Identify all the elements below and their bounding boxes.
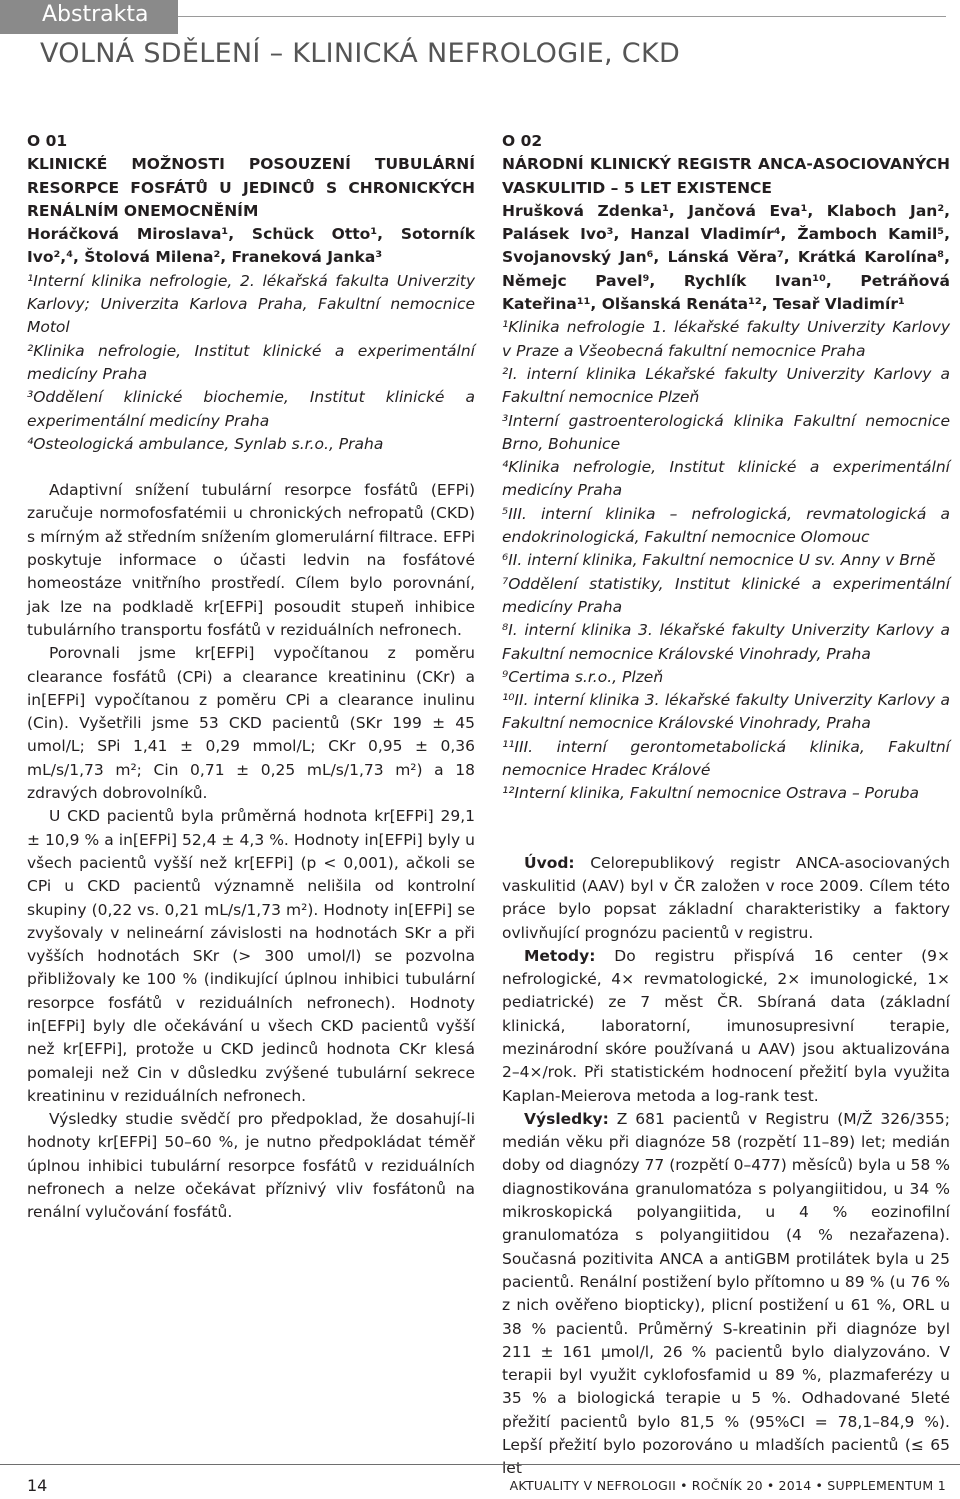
abstract-paragraph [502,852,950,945]
abstract-title: KLINICKÉ MOŽNOSTI POSOUZENÍ TUBULÁRNÍ RESORPCE FOSFÁTŮ U JEDINCŮ S CHRONICKÝCH RENÁLNÍM ONEMOCNĚNÍM [27,155,475,220]
affiliation: ⁸I. interní klinika 3. lékařské fakulty Univerzity Karlovy a Fakultní nemocnice Královské Vinohrady, Praha [502,621,950,663]
abstract-authors: Hrušková Zdenka¹, Jančová Eva¹, Klaboch Jan², Palásek Ivo³, Hanzal Vladimír⁴, Žamboch Kamil⁵, Svojanovský Jan⁶, Lánská Věra⁷, Krátká Karolína⁸, Němejc Pavel⁹, Rychlík Ivan¹⁰, Petráňová Kateřina¹¹, Olšanská Renáta¹², Tesař Vladimír¹ [502,201,950,314]
abstract-code: O 01 [27,132,68,150]
affiliation: ⁵III. interní klinika – nefrologická, revmatologická a endokrinologická, Fakultní nemocnice Olomouc [502,504,950,547]
paragraph-text: Z 681 pacientů v Registru (M/Ž 326/355; medián věku při diagnóze 58 (rozpětí 11–89) let; medián doby od diagnózy 77 (rozpětí 0–477) měsíců) byla u 58 % diagnostikována granulomatóza s polyangiitidou, u 34 % mikroskopická polyangiitida, u 4 % eozinofilní granulomatóza s polyangiitidou (4 % nezařazena). Současná pozitivita ANCA a antiGBM protilátek byla u 25 pacientů. Renální postižení bylo přítomno u 89 % (u 76 % z nich ověřeno biopticky), plicní postižení u 61 %, ORL u 38 % pacientů. Průměrný S-kreatinin při diagnóze byl 211 ± 161 μmol/l, 26 % pacientů bylo dialyzováno. V terapii byl využit cyklofosfamid u 89 %, plazmaferézy u 35 % a biologická terapie u 5 %. Odhadované 5leté přežití pacientů bylo 81,5 % (95%CI = 78,1–84,9 %). Lepší přežití bylo pozorováno u mladších pacientů (≤ 65 let [502,1109,950,1478]
section-tab: Abstrakta [0,0,178,34]
abstract-title: NÁRODNÍ KLINICKÝ REGISTR ANCA-ASOCIOVANÝCH VASKULITID – 5 LET EXISTENCE [502,155,950,197]
abstract-paragraph: U CKD pacientů byla průměrná hodnota kr[EFPi] 29,1 ± 10,9 % a in[EFPi] 52,4 ± 4,3 %. Hodnoty in[EFPi] byly u všech pacientů vyšší než kr[EFPi] (p < 0,001), ačkoli se CPi u CKD pacientů významně nelišila od kontrolní skupiny (0,22 vs. 0,21 mL/s/1,73 m²). Hodnoty in[EFPi] se zvyšovaly v nelineární závislosti na hodnotách SKr a při vyšších hodnotách SKr (> 300 umol/l) se pozvolna přibližovaly ke 100 % (indikující úplnou inhibici tubulární resorpce fosfátů v reziduálních nefronech). Hodnoty in[EFPi] byly dle očekávání u všech CKD pacientů vyšší než kr[EFPi], protože u CKD jedinců hodnota CKr klesá pomaleji než Cin v důsledku zvýšené tubulární sekrece kreatininu v reziduálních nefronech. [27,807,475,1105]
footer-rule [0,1464,960,1465]
abstract-paragraph [502,945,950,1108]
affiliation: ⁴Klinika nefrologie, Institut klinické a experimentální medicíny Praha [502,458,950,500]
header-rule [178,16,946,17]
paragraph-lead: Metody: [524,946,596,965]
abstract-o01 [27,130,475,1225]
affiliation: ³Oddělení klinické biochemie, Institut klinické a experimentální medicíny Praha [27,388,475,430]
paragraph-text: Do registru přispívá 16 center (9× nefrologické, 4× revmatologické, 2× imunologické, 1× pediatrické) ze 7 měst ČR. Sbíraná data (základní klinická, laboratorní, imunosupresivní terapie, mezinárodní skóre používaná u AAV) jsou aktualizována 2–4×/rok. Při statistickém hodnocení přežití byla využita Kaplan-Meierova metoda a log-rank test. [502,946,950,1105]
page-number: 14 [27,1476,48,1495]
affiliation: ⁷Oddělení statistiky, Institut klinické a experimentální medicíny Praha [502,574,950,616]
abstract-o02 [502,130,950,1481]
paragraph-text: Celorepublikový registr ANCA-asociovaných vaskulitid (AAV) byl v ČR založen v roce 2009. Cílem této práce bylo popsat základní charakteristiky a faktory ovlivňující prognózu pacientů v registru. [502,853,950,942]
paragraph-lead: Výsledky: [524,1109,609,1128]
journal-issue: ROČNÍK 20 [691,1478,763,1493]
affiliation: ¹⁰II. interní klinika 3. lékařské fakulty Univerzity Karlovy a Fakultní nemocnice Královské Vinohrady, Praha [502,691,950,733]
paragraph-lead: Úvod: [524,853,575,872]
affiliation: ³Interní gastroenterologická klinika Fakultní nemocnice Brno, Bohunice [502,411,950,453]
abstract-code: O 02 [502,132,543,150]
affiliation: ¹¹III. interní gerontometabolická klinika, Fakultní nemocnice Hradec Králové [502,737,950,780]
journal-footer: AKTUALITY V NEFROLOGII • ROČNÍK 20 • 2014 • SUPPLEMENTUM 1 [509,1478,946,1493]
affiliation: ²Klinika nefrologie, Institut klinické a experimentální medicíny Praha [27,341,475,383]
affiliation: ⁶II. interní klinika, Fakultní nemocnice U sv. Anny v Brně [502,551,936,570]
affiliation: ¹Interní klinika nefrologie, 2. lékařská fakulta Univerzity Karlovy; Univerzita Karlova Praha, Fakultní nemocnice Motol [27,271,475,337]
affiliation: ⁴Osteologická ambulance, Synlab s.r.o., Praha [27,434,384,453]
affiliation: ⁹Certima s.r.o., Plzeň [502,667,664,686]
abstract-paragraph: Adaptivní snížení tubulární resorpce fosfátů (EFPi) zaručuje normofosfatémii u chronických nefropatů (CKD) s mírným až středním snížením glomerulární filtrace. EFPi poskytuje informace o účasti ledvin na fosfátové homeostáze vnitřního prostředí. Cílem bylo porovnání, jak lze na podkladě kr[EFPi] posoudit stupeň inhibice tubulárního transportu fosfátů v reziduálních nefronech. [27,481,475,639]
affiliation: ¹²Interní klinika, Fakultní nemocnice Ostrava – Poruba [502,784,920,803]
page-title: VOLNÁ SDĚLENÍ – KLINICKÁ NEFROLOGIE, CKD [40,38,681,69]
abstract-paragraph [502,1108,950,1481]
abstract-paragraph: Výsledky studie svědčí pro předpoklad, že dosahují-li hodnoty kr[EFPi] 50–60 %, je nutno předpokládat téměř úplnou inhibici tubulární resorpce fosfátů v reziduálních nefronech a nelze očekávat příznivý vliv fosfátonů na renální vylučování fosfátů. [27,1110,475,1222]
journal-year: 2014 [778,1478,812,1493]
affiliation: ¹Klinika nefrologie 1. lékařské fakulty Univerzity Karlovy v Praze a Všeobecná fakultní nemocnice Praha [502,318,950,360]
journal-name: AKTUALITY V NEFROLOGII [509,1478,677,1493]
journal-supplement: SUPPLEMENTUM 1 [827,1478,946,1493]
affiliation: ²I. interní klinika Lékařské fakulty Univerzity Karlovy a Fakultní nemocnice Plzeň [502,364,950,407]
abstract-paragraph: Porovnali jsme kr[EFPi] vypočítanou z poměru clearance fosfátů (CPi) a clearance kreatininu (CKr) a in[EFPi] vypočítanou z poměru CPi a clearance inulinu (Cin). Vyšetřili jsme 53 CKD pacientů (SKr 199 ± 45 umol/L; SPi 1,41 ± 0,29 mmol/L; CKr 0,95 ± 0,36 mL/s/1,73 m²; Cin 0,71 ± 0,25 mL/s/1,73 m²) a 18 zdravých dobrovolníků. [27,644,475,803]
abstract-authors: Horáčková Miroslava¹, Schück Otto¹, Sotorník Ivo²,⁴, Štolová Milena², Franeková Janka³ [27,225,475,267]
